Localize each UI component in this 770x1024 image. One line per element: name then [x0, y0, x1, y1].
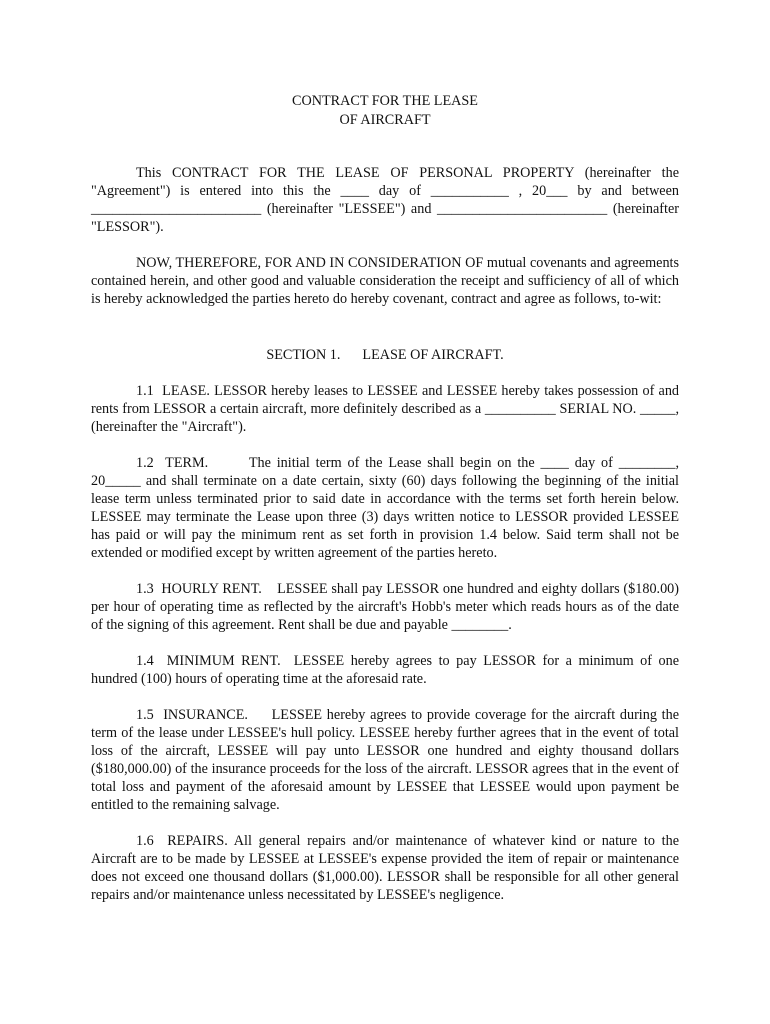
document-page — [91, 92, 679, 904]
clause-insurance — [91, 706, 679, 814]
clause-text: All general repairs and/or maintenance of whatever kind or nature to the Aircraft are to be made by LESSEE at LESSEE's expense provided the item of repair or maintenance does not exceed one thousand dollars ($1,000.00). LESSOR shall be responsible for all other general repairs and/or maintenance unless necessitated by LESSEE's negligence. — [91, 833, 680, 903]
title-line-1: CONTRACT FOR THE LEASE — [292, 93, 478, 109]
clause-heading: 1.6 REPAIRS. — [136, 833, 228, 849]
clause-text: The initial term of the Lease shall begin on the ____ day of ________, 20_____ and shall terminate on a date certain, sixty (60) days following the beginning of the initial lease term unless terminated prior to said date in accordance with the terms set forth herein below. LESSEE may terminate the Lease upon three (3) days written notice to LESSOR provided LESSEE has paid or will pay the minimum rent as set forth in provision 1.4 below. Said term shall not be extended or modified except by written agreement of the parties hereto. — [91, 455, 680, 561]
section-number: SECTION 1. — [266, 347, 341, 363]
clause-hourly-rent — [91, 580, 679, 634]
section-title: LEASE OF AIRCRAFT. — [362, 347, 504, 363]
consideration-paragraph: NOW, THEREFORE, FOR AND IN CONSIDERATION OF mutual covenants and agreements contained herein, and other good and valuable consideration the receipt and sufficiency of all of which is hereby acknowledged the parties hereto do hereby covenant, contract and agree as follows, to-wit: — [91, 255, 679, 307]
document-title — [91, 92, 679, 129]
intro-paragraph: This CONTRACT FOR THE LEASE OF PERSONAL PROPERTY (hereinafter the "Agreement") is entered into this the ____ day of ___________ , 20___ by and between ________________________ (hereinafter "LESSEE") and ________________________ (hereinafter "LESSOR"). — [91, 165, 679, 235]
clause-text: LESSOR hereby leases to LESSEE and LESSEE hereby takes possession of and rents from LESSOR a certain aircraft, more definitely described as a __________ SERIAL NO. _____, (hereinafter the "Aircraft"). — [91, 383, 680, 435]
clause-text: LESSEE hereby agrees to provide coverage for the aircraft during the term of the lease under LESSEE's hull policy. LESSEE hereby further agrees that in the event of total loss of the aircraft, LESSEE will pay unto LESSOR one hundred and eighty thousand dollars ($180,000.00) of the insurance proceeds for the loss of the aircraft. LESSOR agrees that in the event of total loss and payment of the aforesaid amount by LESSEE that LESSEE would upon payment be entitled to the remaining salvage. — [91, 707, 680, 813]
clause-term — [91, 454, 679, 562]
clause-minimum-rent — [91, 652, 679, 688]
clause-heading: 1.2 TERM. — [136, 455, 209, 471]
clause-heading: 1.3 HOURLY RENT. — [136, 581, 262, 597]
clause-heading: 1.5 INSURANCE. — [136, 707, 248, 723]
clause-heading: 1.1 LEASE. — [136, 383, 210, 399]
clause-text: LESSEE hereby agrees to pay LESSOR for a minimum of one hundred (100) hours of operating time at the aforesaid rate. — [91, 653, 679, 687]
title-line-2: OF AIRCRAFT — [339, 111, 431, 128]
clause-heading: 1.4 MINIMUM RENT. — [136, 653, 281, 669]
clause-repairs — [91, 832, 679, 904]
clause-text: LESSEE shall pay LESSOR one hundred and eighty dollars ($180.00) per hour of operating time as reflected by the aircraft's Hobb's meter which reads hours as of the date of the signing of this agreement. Rent shall be due and payable ________. — [91, 581, 679, 633]
section-heading — [91, 346, 679, 364]
clause-lease — [91, 382, 679, 436]
